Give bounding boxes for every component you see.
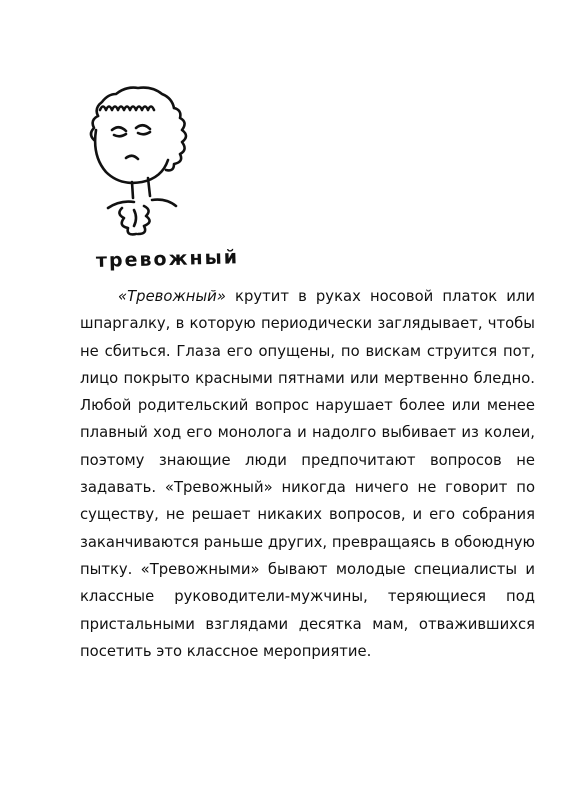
body-paragraph: [80, 283, 535, 665]
anxious-person-illustration: [78, 78, 198, 248]
right-eye-lid: [138, 132, 150, 134]
right-shoulder: [152, 200, 176, 206]
right-eye: [136, 125, 150, 129]
paragraph-lead: «Тревожный»: [118, 288, 226, 305]
paragraph-text: крутит в руках носовой платок или шпаргалку, в которую периодически заглядывает, чтобы не сбиться. Глаза его опущены, по вискам струится пот, лицо покрыто красными пятнами или мертвенно бледно. Любой родительский вопрос нарушает более или менее плавный ход его монолога и надолго выбивает из колеи, поэтому знающие люди предпочитают вопросов не задавать. «Тревожный» никогда ничего не говорит по существу, не решает никаких вопросов, и его собрания заканчиваются раньше других, превращаясь в обоюдную пытку. «Тревожными» бывают молодые специалисты и классные руководители-мужчины, теряющиеся под пристальными взглядами десятка мам, отважившихся посетить это классное мероприятие.: [80, 288, 535, 660]
left-eye: [112, 127, 126, 131]
mouth: [126, 156, 138, 159]
left-shoulder: [108, 202, 134, 208]
caption-heading: тревожный: [95, 246, 240, 272]
hands-handkerchief: [119, 206, 149, 234]
left-eye-lid: [114, 134, 126, 136]
